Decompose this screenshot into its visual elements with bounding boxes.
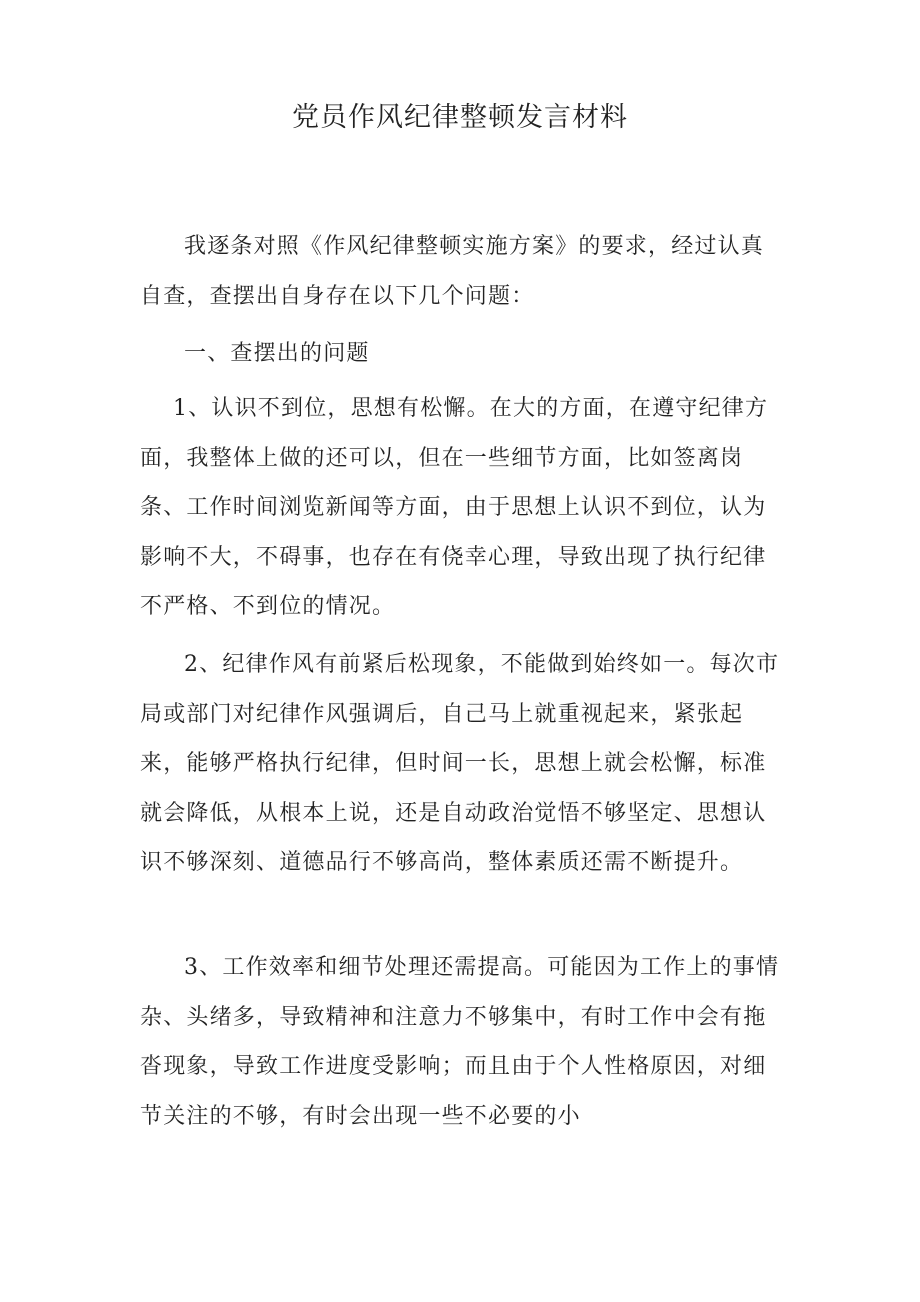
- problem-paragraph-2-block: [140, 640, 780, 888]
- document-title: 党员作风纪律整顿发言材料: [292, 102, 628, 133]
- problem-paragraph-2: 2、纪律作风有前紧后松现象，不能做到始终如一。每次市局或部门对纪律作风强调后，自己马上就重视起来，紧张起来，能够严格执行纪律，但时间一长，思想上就会松懈，标准就会降低，从根本上说，还是自动政治觉悟不够坚定、思想认识不够深刻、道德品行不够高尚，整体素质还需不断提升。: [140, 652, 780, 875]
- problem-paragraph-3: 3、工作效率和细节处理还需提高。可能因为工作上的事情杂、头绪多，导致精神和注意力不够集中，有时工作中会有拖沓现象，导致工作进度受影响；而且由于个人性格原因，对细节关注的不够，有时会出现一些不必要的小: [140, 955, 780, 1129]
- intro-paragraph: 我逐条对照《作风纪律整顿实施方案》的要求，经过认真自查，查摆出自身存在以下几个问题：: [140, 234, 765, 309]
- problem-paragraph-1: 1、认识不到位，思想有松懈。在大的方面，在遵守纪律方面，我整体上做的还可以，但在一些细节方面，比如签离岗条、工作时间浏览新闻等方面，由于思想上认识不到位，认为影响不大，不碍事，也存在有侥幸心理，导致出现了执行纪律不严格、不到位的情况。: [140, 396, 769, 619]
- section-heading: 一、查摆出的问题: [184, 341, 370, 366]
- problem-paragraph-3-block: [140, 943, 780, 1141]
- problem-paragraph-1-block: [140, 384, 780, 632]
- document-body: [140, 222, 780, 379]
